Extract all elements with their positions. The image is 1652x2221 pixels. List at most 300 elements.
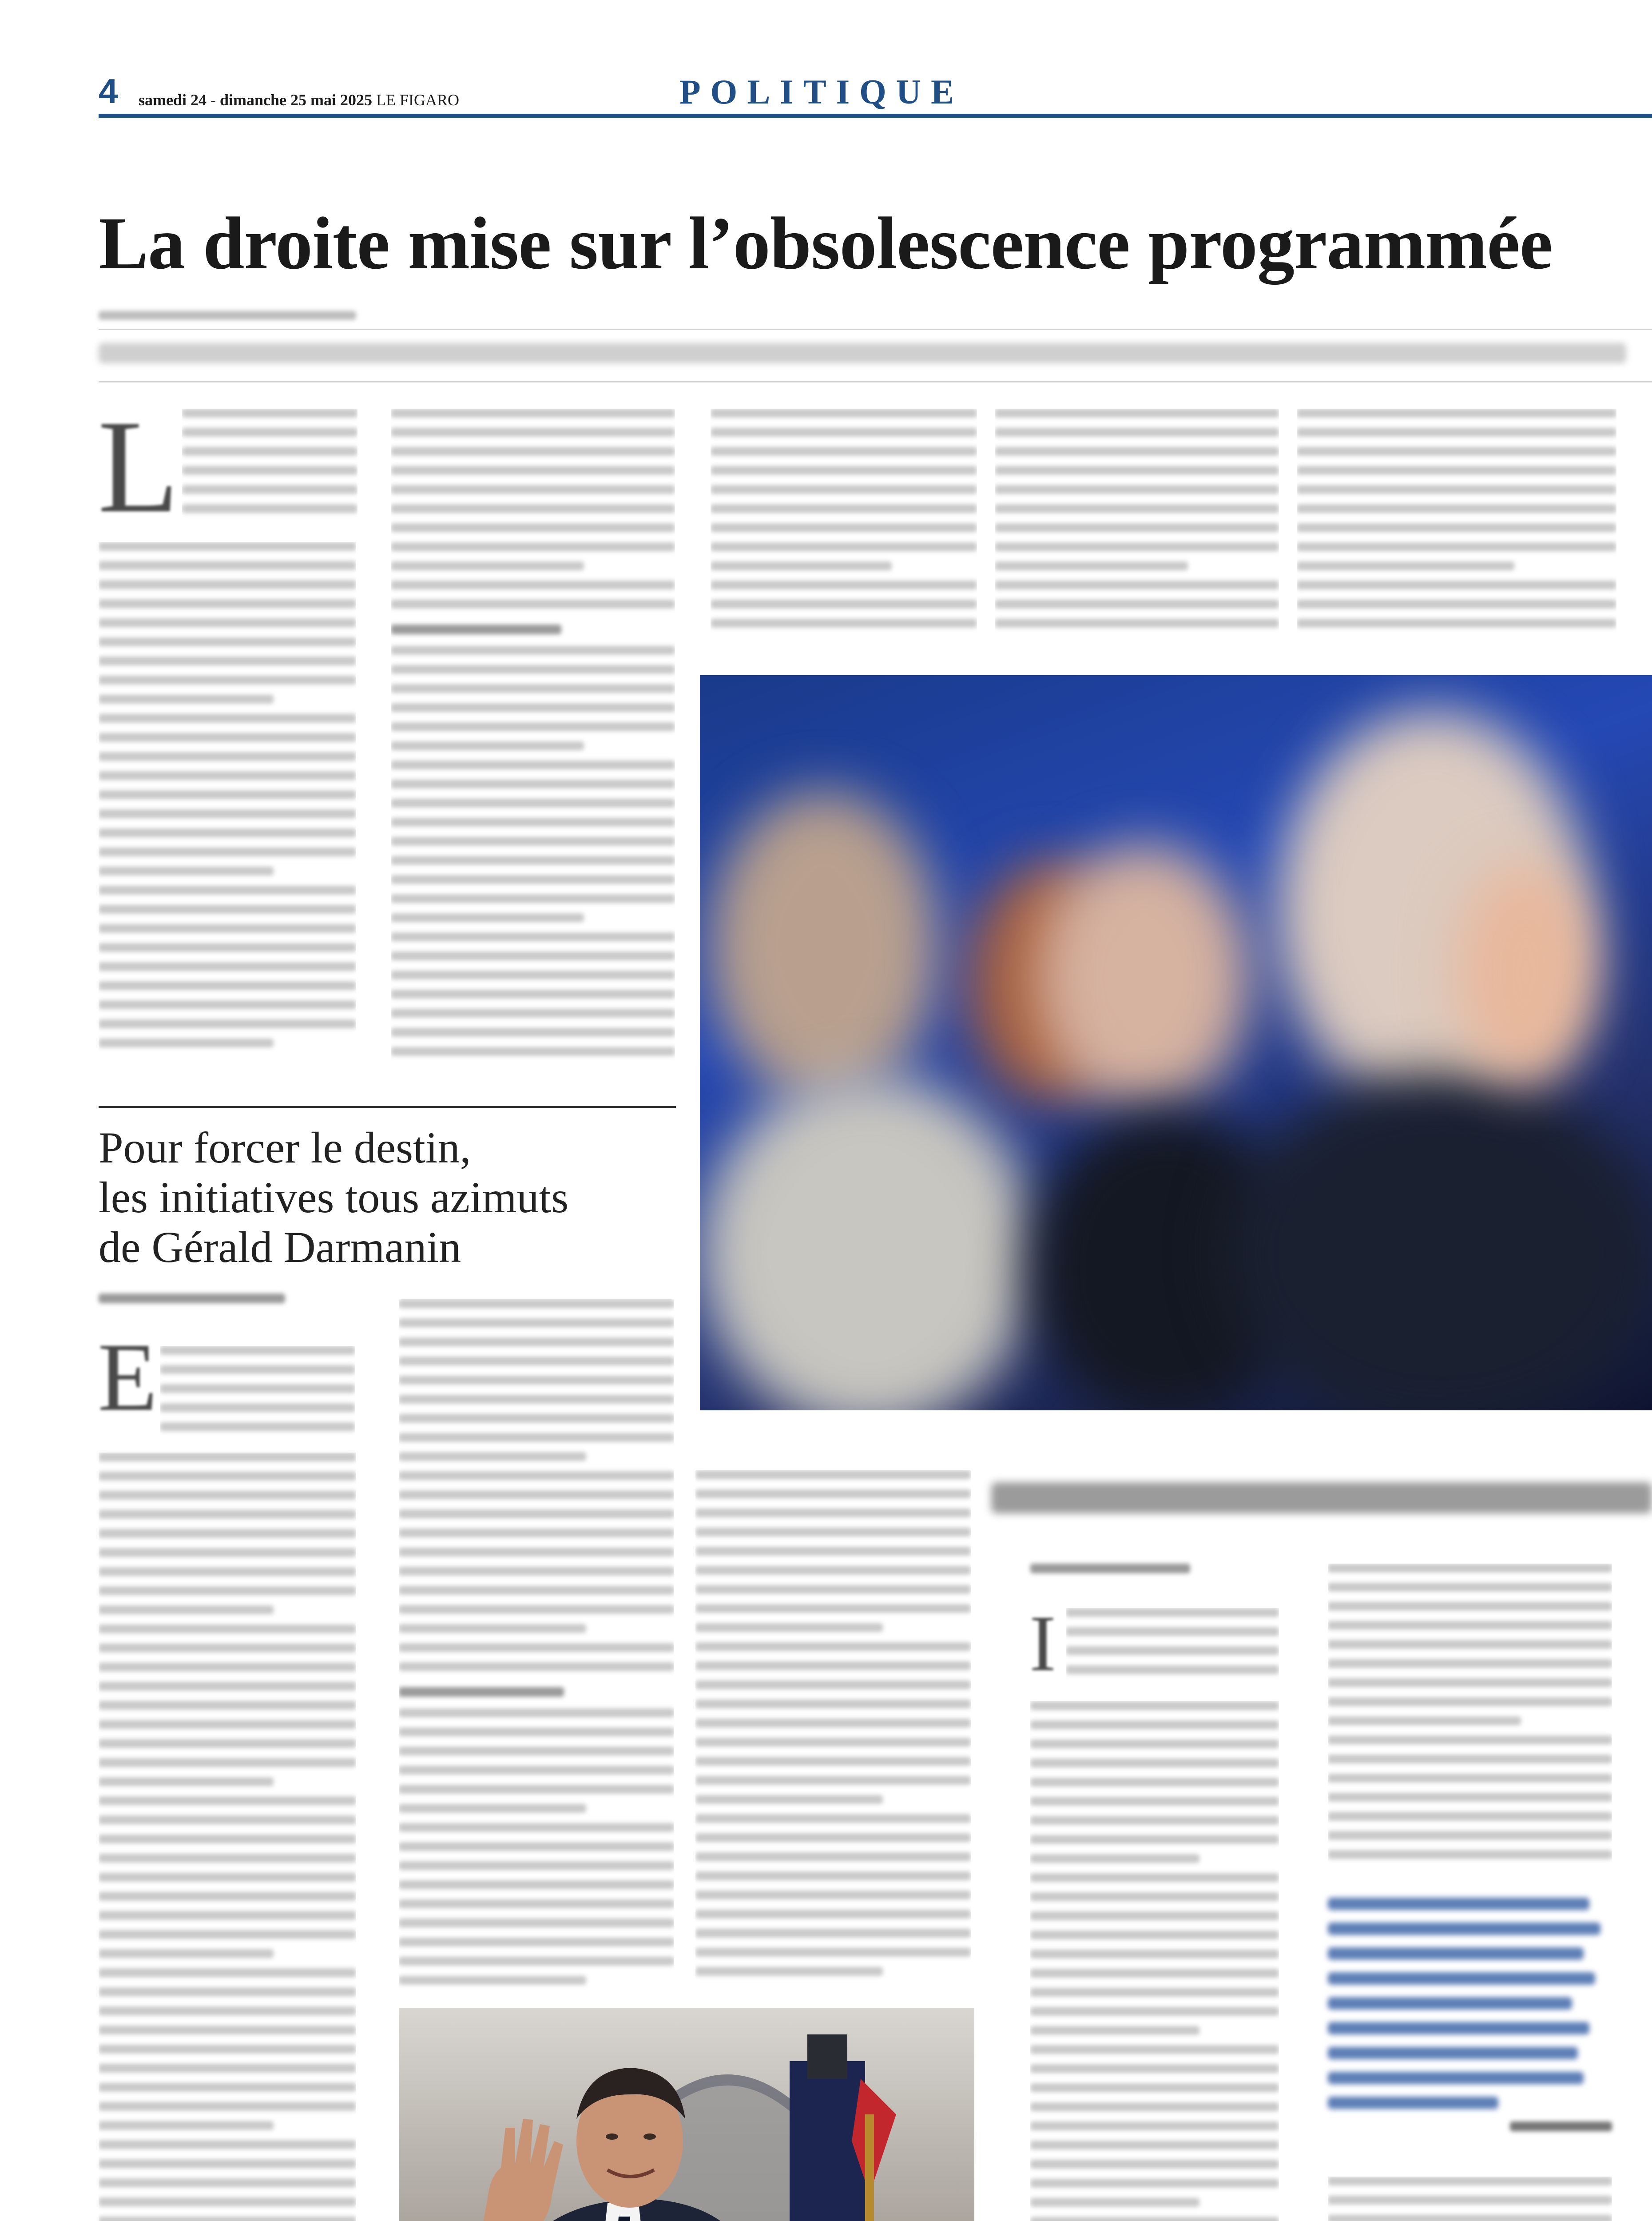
text-line — [995, 619, 1279, 628]
text-line — [695, 1566, 971, 1575]
text-line — [99, 2178, 356, 2187]
text-line — [99, 1987, 356, 1996]
text-line — [391, 1047, 675, 1056]
text-line — [1328, 1697, 1612, 1706]
text-line — [391, 1009, 675, 1018]
lead-dropcap: L — [98, 393, 179, 540]
text-line — [99, 2026, 356, 2034]
text-line — [711, 447, 977, 456]
text-line — [695, 1795, 883, 1804]
text-line — [391, 581, 675, 589]
text-line — [695, 1948, 971, 1957]
text-line — [1328, 1621, 1612, 1630]
text-line — [1328, 1793, 1612, 1802]
text-line — [399, 1586, 674, 1595]
text-line — [995, 581, 1279, 589]
section-title: POLITIQUE — [679, 72, 964, 111]
text-line — [99, 1682, 356, 1691]
text-line — [391, 760, 675, 769]
text-line — [1328, 1583, 1612, 1592]
text-line — [995, 409, 1279, 418]
text-line — [391, 856, 675, 865]
darmanin-photo-illustration — [399, 2008, 974, 2221]
text-line — [695, 1489, 971, 1498]
text-line — [399, 1785, 674, 1794]
text-line — [391, 485, 675, 494]
text-line — [99, 752, 356, 761]
text-line — [391, 504, 675, 513]
text-line — [399, 1918, 674, 1927]
text-line — [399, 1643, 674, 1652]
text-line — [995, 542, 1279, 551]
text-line — [99, 1624, 356, 1633]
text-line — [99, 1567, 356, 1576]
text-line — [1297, 466, 1616, 475]
text-line — [391, 990, 675, 999]
text-line — [695, 1509, 971, 1517]
text-line — [695, 1547, 971, 1556]
text-line — [391, 932, 675, 941]
text-line — [99, 2159, 356, 2168]
text-line — [995, 523, 1279, 532]
lead-column-3 — [711, 409, 977, 653]
second-column-1-top — [160, 1346, 355, 1448]
text-line — [391, 523, 675, 532]
text-line — [99, 828, 356, 837]
text-line — [399, 1938, 674, 1946]
text-line — [711, 523, 977, 532]
text-line — [1066, 1608, 1279, 1617]
text-line — [391, 447, 675, 456]
text-line — [99, 1644, 356, 1652]
text-line — [695, 1833, 971, 1842]
text-line — [1328, 2215, 1612, 2221]
text-line — [99, 637, 356, 646]
text-line — [391, 875, 675, 884]
text-line — [399, 1624, 586, 1633]
text-line — [99, 1854, 356, 1863]
text-line — [391, 799, 675, 808]
text-line — [391, 913, 584, 922]
text-line — [391, 818, 675, 827]
text-line — [399, 1662, 674, 1671]
text-line — [1328, 1640, 1612, 1649]
text-line — [99, 790, 356, 799]
text-line — [399, 1708, 674, 1717]
text-line — [99, 905, 356, 914]
text-line — [1030, 2179, 1279, 2188]
text-line — [391, 646, 675, 655]
text-line — [1328, 1564, 1612, 1572]
text-line — [1030, 1739, 1279, 1748]
text-line — [391, 542, 675, 551]
interview-column-2 — [1328, 1564, 1612, 1875]
text-line — [391, 1028, 675, 1037]
text-line — [711, 466, 977, 475]
text-line — [399, 1861, 674, 1870]
text-line — [99, 542, 356, 551]
text-line — [391, 951, 675, 960]
text-line — [391, 780, 675, 788]
dateline — [139, 91, 459, 109]
text-line — [99, 981, 356, 990]
text-line — [99, 1720, 356, 1729]
text-line — [399, 1376, 674, 1385]
text-line — [99, 2083, 356, 2092]
text-line — [1030, 1988, 1279, 1997]
text-line — [99, 2045, 356, 2054]
text-line — [99, 2217, 356, 2221]
text-line — [995, 600, 1279, 609]
text-line — [99, 1701, 356, 1710]
pull-quote — [1328, 1898, 1612, 2131]
text-line — [1297, 485, 1616, 494]
text-line — [99, 1930, 356, 1939]
text-line — [99, 962, 356, 971]
text-line — [695, 1642, 971, 1651]
text-line — [99, 1739, 356, 1748]
text-line — [99, 1548, 356, 1557]
text-line — [399, 1414, 674, 1423]
text-line — [1030, 2141, 1279, 2149]
text-line — [695, 1776, 971, 1785]
text-line — [1297, 504, 1616, 513]
lead-column-4 — [995, 409, 1279, 653]
text-line — [1030, 1759, 1279, 1767]
darmanin-photo — [399, 2008, 974, 2221]
text-line — [391, 561, 584, 570]
text-line — [1297, 600, 1616, 609]
text-line — [99, 2006, 356, 2015]
second-byline — [99, 1294, 285, 1303]
second-dropcap: E — [98, 1323, 158, 1431]
text-line — [99, 943, 356, 952]
text-line — [99, 1815, 356, 1824]
text-line — [399, 1957, 674, 1966]
lead-byline — [99, 311, 356, 320]
text-line — [399, 1804, 586, 1813]
interview-headline — [991, 1476, 1652, 1520]
text-line — [1030, 1778, 1279, 1787]
second-headline-line-2: les initiatives tous azimuts — [99, 1173, 569, 1222]
text-line — [1030, 2045, 1279, 2054]
text-line — [695, 1719, 971, 1727]
text-line — [160, 1403, 355, 1412]
text-line — [711, 409, 977, 418]
text-line — [182, 447, 357, 456]
text-line — [1030, 2083, 1279, 2092]
issue-date: samedi 24 - dimanche 25 mai 2025 — [139, 91, 372, 109]
text-line — [99, 580, 356, 589]
text-line — [399, 1357, 674, 1365]
text-line — [99, 561, 356, 570]
text-line — [99, 1873, 356, 1882]
text-line — [1030, 1930, 1279, 1939]
text-line — [99, 1019, 356, 1028]
text-line — [160, 1346, 355, 1355]
text-line — [391, 971, 675, 979]
interview-column-3 — [1328, 2177, 1612, 2221]
text-line — [399, 1299, 674, 1308]
text-line — [99, 1758, 356, 1767]
text-line — [695, 1910, 971, 1918]
text-line — [399, 1823, 674, 1832]
text-line — [1328, 1850, 1612, 1859]
text-line — [391, 894, 675, 903]
text-line — [995, 428, 1279, 437]
text-line — [399, 1976, 586, 1985]
text-line — [711, 485, 977, 494]
text-line — [399, 1548, 674, 1556]
text-line — [99, 676, 356, 685]
text-line — [399, 1727, 674, 1736]
text-line — [182, 409, 357, 418]
text-line — [695, 1871, 971, 1880]
text-line — [182, 485, 357, 494]
text-line — [1030, 1950, 1279, 1958]
subheading-line — [391, 625, 561, 634]
text-line — [399, 1747, 674, 1755]
text-line — [1297, 447, 1616, 456]
text-line — [391, 665, 675, 674]
text-line — [711, 561, 892, 570]
text-line — [99, 1835, 356, 1843]
text-line — [711, 428, 977, 437]
text-line — [1030, 1835, 1279, 1844]
text-line — [99, 1777, 274, 1786]
subheading-line — [399, 1687, 564, 1697]
text-line — [695, 1757, 971, 1766]
text-line — [99, 1605, 274, 1614]
text-line — [399, 1605, 674, 1614]
text-line — [1030, 1797, 1279, 1806]
text-line — [1328, 1716, 1521, 1725]
text-line — [182, 504, 357, 513]
text-line — [99, 1529, 356, 1538]
text-line — [695, 1528, 971, 1536]
text-line — [711, 619, 977, 628]
text-line — [1066, 1627, 1279, 1636]
text-line — [995, 504, 1279, 513]
text-line — [1030, 2217, 1279, 2221]
text-line — [1030, 1911, 1279, 1920]
interview-dropcap: I — [1029, 1599, 1056, 1688]
text-line — [99, 714, 356, 723]
text-line — [995, 561, 1188, 570]
text-line — [99, 599, 356, 608]
text-line — [182, 466, 357, 475]
text-line — [399, 1766, 674, 1775]
newspaper-name: LE FIGARO — [376, 91, 459, 109]
text-line — [99, 695, 274, 704]
text-line — [1328, 2177, 1612, 2185]
lead-standfirst — [99, 343, 1626, 363]
text-line — [1030, 1854, 1199, 1863]
lead-column-5 — [1297, 409, 1616, 653]
text-line — [695, 1623, 883, 1632]
text-line — [99, 657, 356, 665]
text-line — [99, 733, 356, 742]
text-line — [1328, 1678, 1612, 1687]
text-line — [391, 600, 675, 609]
text-line — [1030, 2198, 1199, 2207]
text-line — [695, 1967, 883, 1976]
text-line — [1297, 428, 1616, 437]
text-line — [695, 1604, 971, 1613]
lead-column-2 — [391, 409, 675, 1071]
text-line — [399, 1880, 674, 1889]
text-line — [1030, 2102, 1279, 2111]
text-line — [99, 2140, 356, 2149]
text-line — [399, 1395, 674, 1404]
text-line — [99, 1663, 356, 1672]
text-line — [695, 1470, 971, 1479]
text-line — [1030, 1720, 1279, 1729]
text-line — [99, 2121, 274, 2130]
interview-byline — [1030, 1564, 1190, 1573]
text-line — [711, 504, 977, 513]
text-line — [99, 848, 356, 856]
text-line — [399, 1528, 674, 1537]
text-line — [399, 1452, 586, 1461]
text-line — [995, 447, 1279, 456]
page-number: 4 — [99, 72, 118, 111]
text-line — [695, 1680, 971, 1689]
text-line — [1297, 542, 1616, 551]
text-line — [1297, 561, 1514, 570]
text-line — [1328, 1602, 1612, 1611]
text-line — [1328, 1831, 1612, 1840]
text-line — [1328, 1755, 1612, 1763]
text-line — [391, 703, 675, 712]
text-line — [391, 684, 675, 693]
text-line — [399, 1318, 674, 1327]
text-line — [1066, 1665, 1279, 1674]
text-line — [391, 837, 675, 846]
text-line — [399, 1490, 674, 1499]
text-line — [1030, 2121, 1279, 2130]
lead-headline: La droite mise sur l’obsolescence programmée — [99, 202, 1553, 285]
interview-column-1 — [1030, 1701, 1279, 2221]
text-line — [1066, 1646, 1279, 1655]
text-line — [99, 1510, 356, 1519]
text-line — [160, 1365, 355, 1374]
text-line — [995, 485, 1279, 494]
text-line — [695, 1585, 971, 1594]
text-line — [99, 1911, 356, 1920]
text-line — [99, 1968, 356, 1977]
text-line — [399, 1337, 674, 1346]
text-line — [99, 2102, 356, 2111]
text-line — [995, 466, 1279, 475]
text-line — [160, 1422, 355, 1431]
text-line — [1297, 409, 1616, 418]
text-line — [99, 2197, 356, 2206]
text-line — [99, 1000, 356, 1009]
text-line — [695, 1852, 971, 1861]
text-line — [711, 600, 977, 609]
text-line — [711, 581, 977, 589]
text-line — [99, 2064, 356, 2073]
text-line — [1030, 2160, 1279, 2169]
text-line — [99, 924, 356, 933]
text-line — [399, 1471, 674, 1480]
text-line — [1030, 2007, 1279, 2016]
text-line — [99, 771, 356, 780]
text-line — [391, 466, 675, 475]
text-line — [1328, 1735, 1612, 1744]
text-line — [99, 1491, 356, 1500]
text-line — [391, 741, 584, 750]
second-article-rule — [99, 1106, 676, 1108]
text-line — [99, 1453, 356, 1461]
text-line — [99, 867, 274, 876]
text-line — [1030, 1873, 1279, 1882]
text-line — [695, 1929, 971, 1938]
text-line — [391, 409, 675, 418]
text-line — [399, 1899, 674, 1908]
lead-column-1-top — [182, 409, 357, 537]
second-column-3 — [695, 1470, 971, 2003]
text-line — [1328, 1774, 1612, 1783]
chapo-rule-top — [99, 329, 1652, 330]
text-line — [1030, 1892, 1279, 1901]
second-headline — [99, 1123, 685, 1272]
text-line — [1328, 1659, 1612, 1668]
text-line — [99, 1586, 356, 1595]
text-line — [99, 618, 356, 627]
text-line — [160, 1384, 355, 1393]
second-headline-line-3: de Gérald Darmanin — [99, 1222, 461, 1272]
text-line — [99, 1796, 356, 1805]
text-line — [1297, 581, 1616, 589]
text-line — [391, 722, 675, 731]
text-line — [182, 428, 357, 437]
text-line — [1328, 2196, 1612, 2205]
text-line — [1030, 2064, 1279, 2073]
text-line — [1328, 1812, 1612, 1821]
text-line — [695, 1891, 971, 1899]
text-line — [1030, 2026, 1199, 2035]
text-line — [1030, 1816, 1279, 1825]
interview-column-1-top — [1066, 1608, 1279, 1692]
text-line — [99, 1039, 274, 1047]
text-line — [99, 886, 356, 895]
header-rule — [99, 114, 1652, 118]
text-line — [399, 1842, 674, 1851]
text-line — [391, 428, 675, 437]
second-headline-line-1: Pour forcer le destin, — [99, 1123, 471, 1172]
text-line — [1030, 1969, 1279, 1978]
second-column-2 — [399, 1299, 674, 2001]
text-line — [695, 1738, 971, 1747]
text-line — [399, 1433, 674, 1442]
text-line — [1297, 523, 1616, 532]
text-line — [399, 1567, 674, 1576]
text-line — [99, 809, 356, 818]
lead-column-1 — [99, 542, 356, 1071]
text-line — [99, 1949, 274, 1958]
lead-photo — [700, 675, 1652, 1410]
text-line — [399, 1509, 674, 1518]
text-line — [1030, 1701, 1279, 1710]
text-line — [99, 1472, 356, 1481]
text-line — [711, 542, 977, 551]
second-column-1 — [99, 1453, 356, 2221]
text-line — [99, 1892, 356, 1901]
text-line — [695, 1700, 971, 1708]
chapo-rule-bottom — [99, 381, 1652, 382]
